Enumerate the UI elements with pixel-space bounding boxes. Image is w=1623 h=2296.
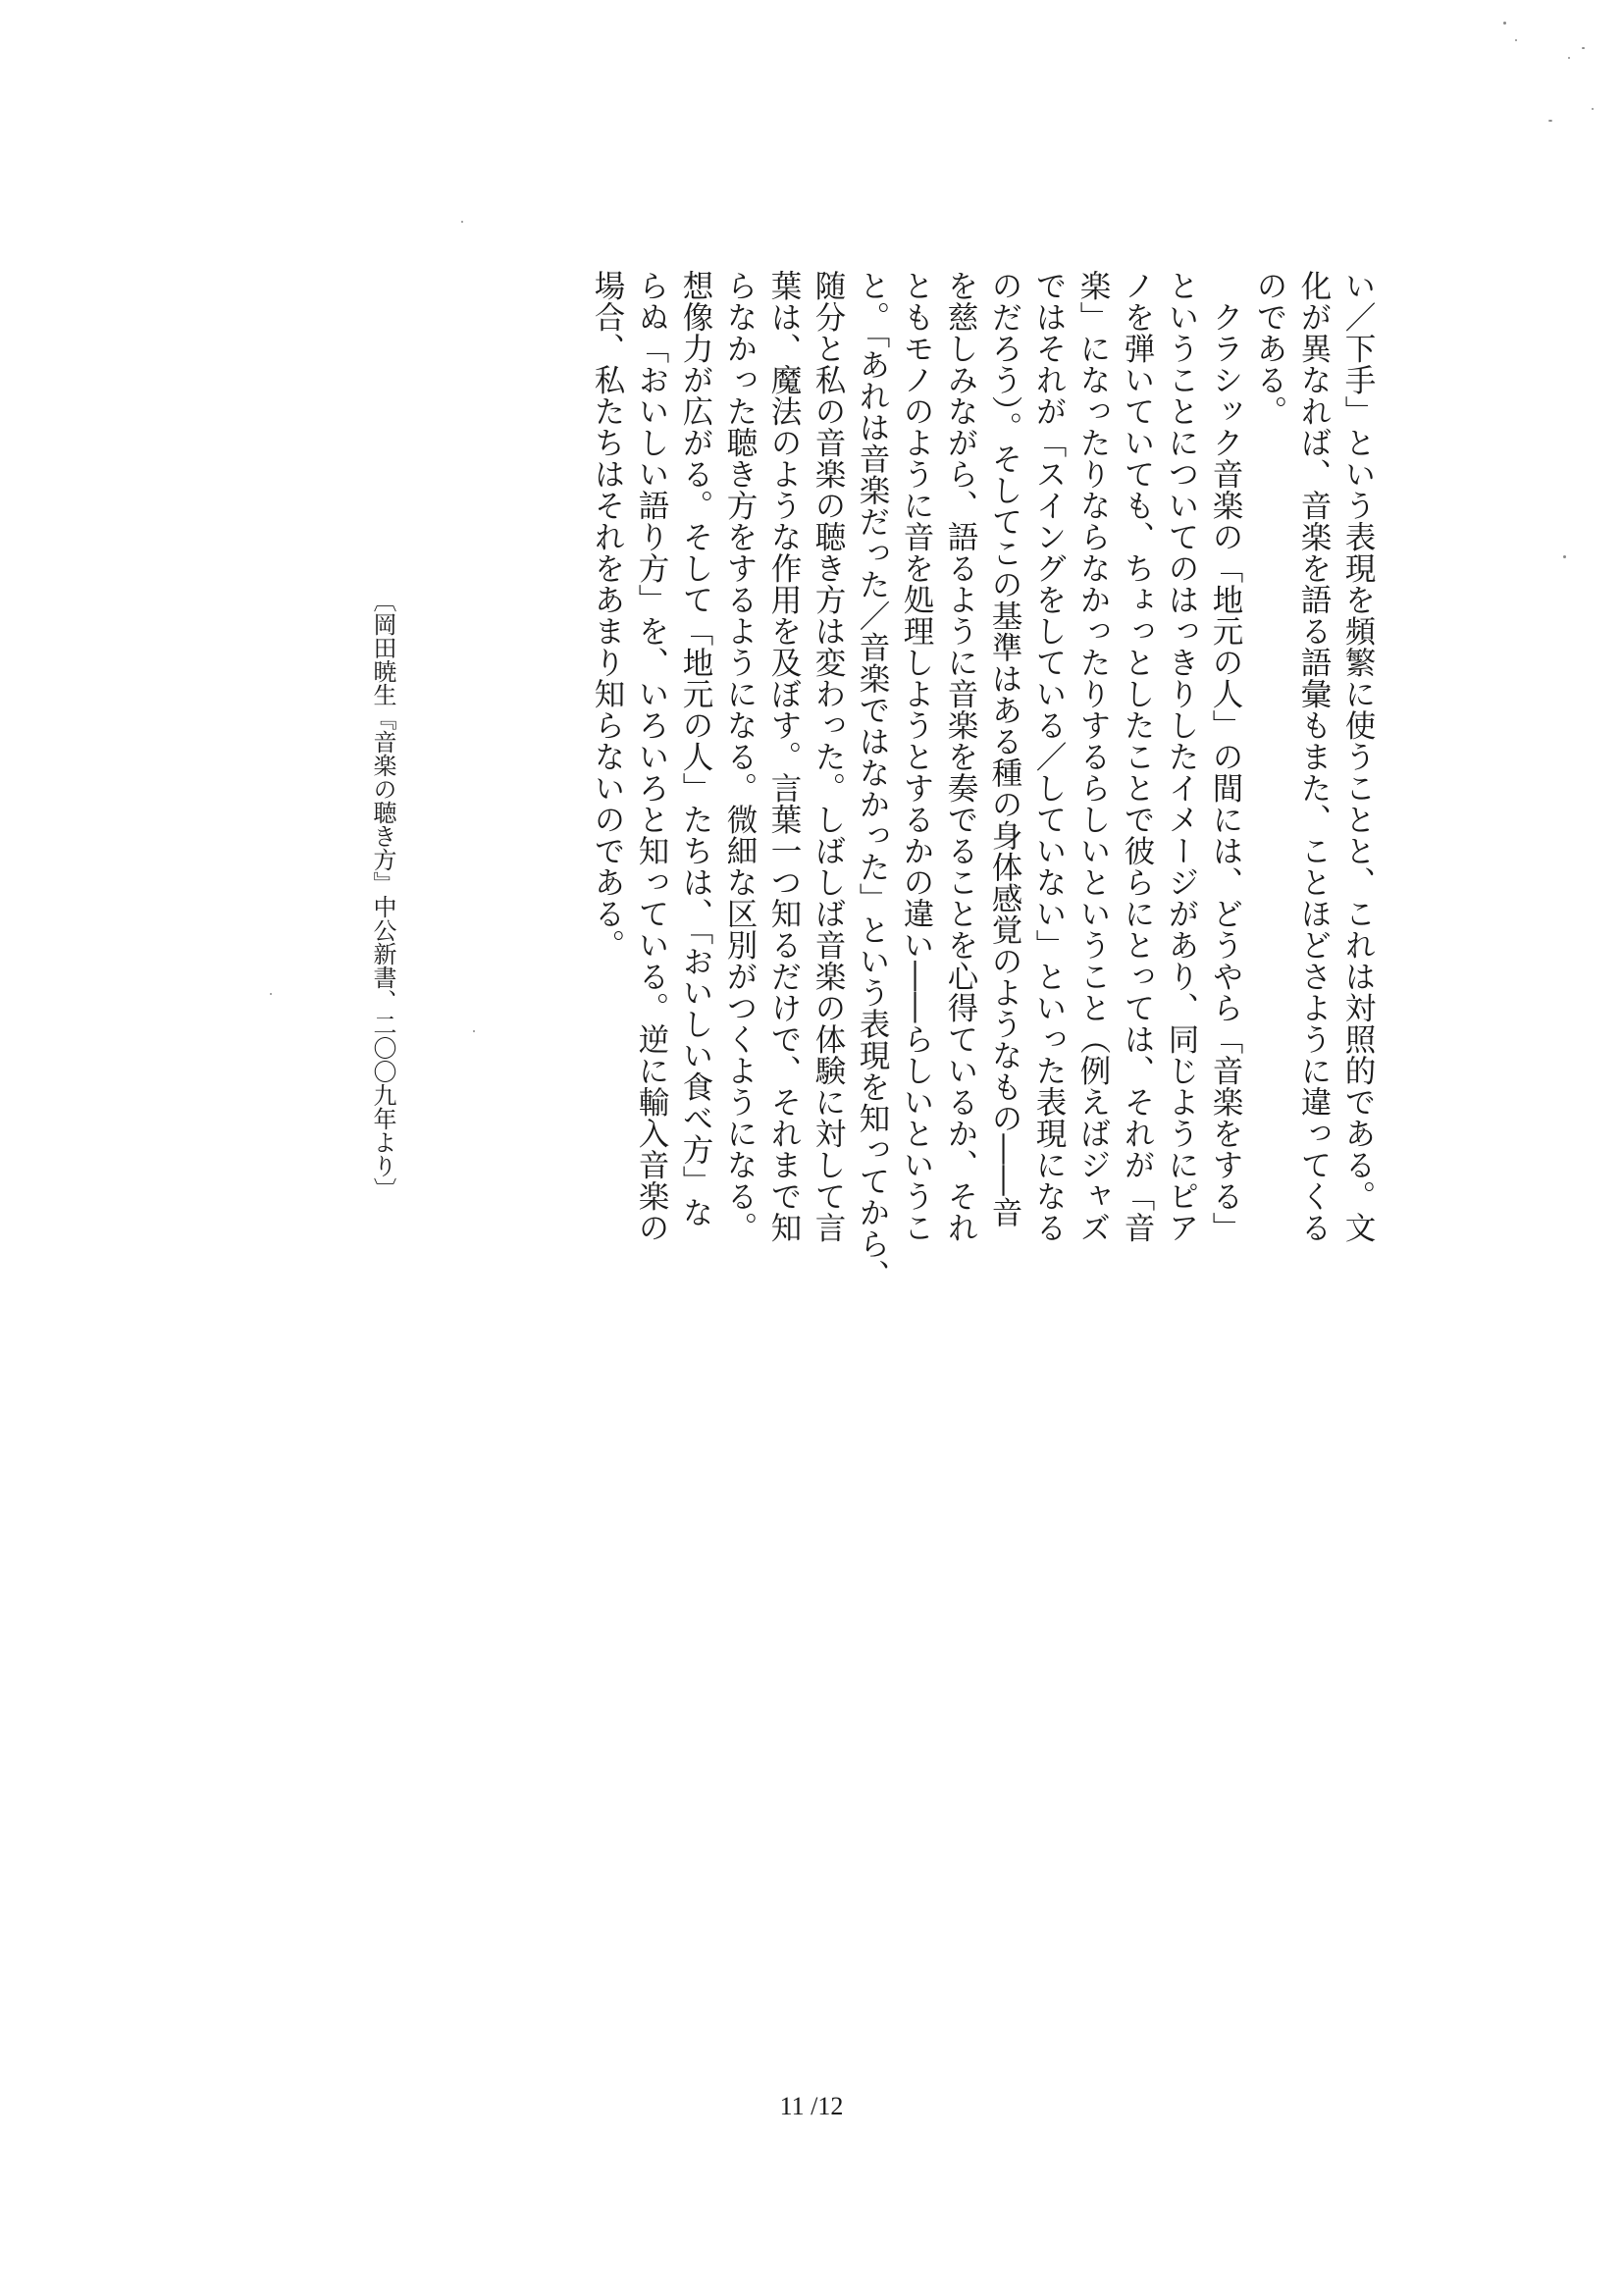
- body-text: [585, 270, 1380, 1291]
- text-line: い／下手」という表現を頻繁に使うことと、これは対照的である。文: [1340, 270, 1376, 1243]
- text-line: を慈しみながら、語るように音楽を奏でることを心得ているか、それ: [943, 270, 978, 1243]
- text-line: クラシック音楽の「地元の人」の間には、どうやら「音楽をする」: [1208, 270, 1243, 1243]
- text-line: 場合、私たちはそれをあまり知らないのである。: [590, 270, 625, 961]
- text-line: 随分と私の音楽の聴き方は変わった。しばしば音楽の体験に対して言: [811, 270, 846, 1243]
- scan-speck: [461, 221, 463, 223]
- text-line: 想像力が広がる。そして「地元の人」たちは、「おいしい食べ方」な: [678, 270, 713, 1228]
- text-line: らなかった聴き方をするようになる。微細な区別がつくようになる。: [722, 270, 758, 1243]
- text-line: らぬ「おいしい語り方」を、いろいろと知っている。逆に輸入音楽の: [634, 270, 669, 1243]
- scan-speck: [1592, 108, 1594, 110]
- source-citation: 〔岡田暁生『音楽の聴き方』中公新書、二〇〇九年より〕: [369, 589, 396, 1201]
- scan-speck: [1582, 47, 1585, 49]
- scan-speck: [473, 1030, 475, 1032]
- scan-speck: [1563, 555, 1566, 558]
- text-line: のである。: [1252, 270, 1287, 427]
- text-line: 楽」になったりならなかったりするらしいということ（例えばジャズ: [1075, 270, 1111, 1243]
- text-line: 化が異なれば、音楽を語る語彙もまた、ことほどさように違ってくる: [1296, 270, 1332, 1243]
- text-line: と。「あれは音楽だった／音楽ではなかった」という表現を知ってから、: [855, 270, 890, 1291]
- text-line: 葉は、魔法のような作用を及ぼす。言葉一つ知るだけで、それまで知: [766, 270, 802, 1243]
- scan-speck: [1503, 22, 1506, 25]
- text-line: ということについてのはっきりしたイメージがあり、同じようにピア: [1164, 270, 1199, 1243]
- text-line: ノを弾いていても、ちょっとしたことで彼らにとっては、それが「音: [1120, 270, 1155, 1243]
- scan-speck: [1548, 120, 1552, 122]
- scan-speck: [270, 993, 272, 995]
- text-line: のだろう）。そしてこの基準はある種の身体感覚のようなもの――音: [987, 270, 1022, 1228]
- page-number: 11 /12: [779, 2092, 844, 2120]
- scan-speck: [1568, 57, 1570, 59]
- scan-speck: [1515, 39, 1517, 41]
- text-line: ではそれが「スイングをしている／していない」といった表現になる: [1031, 270, 1067, 1243]
- text-line: ともモノのように音を処理しようとするかの違い――らしいというこ: [899, 270, 934, 1243]
